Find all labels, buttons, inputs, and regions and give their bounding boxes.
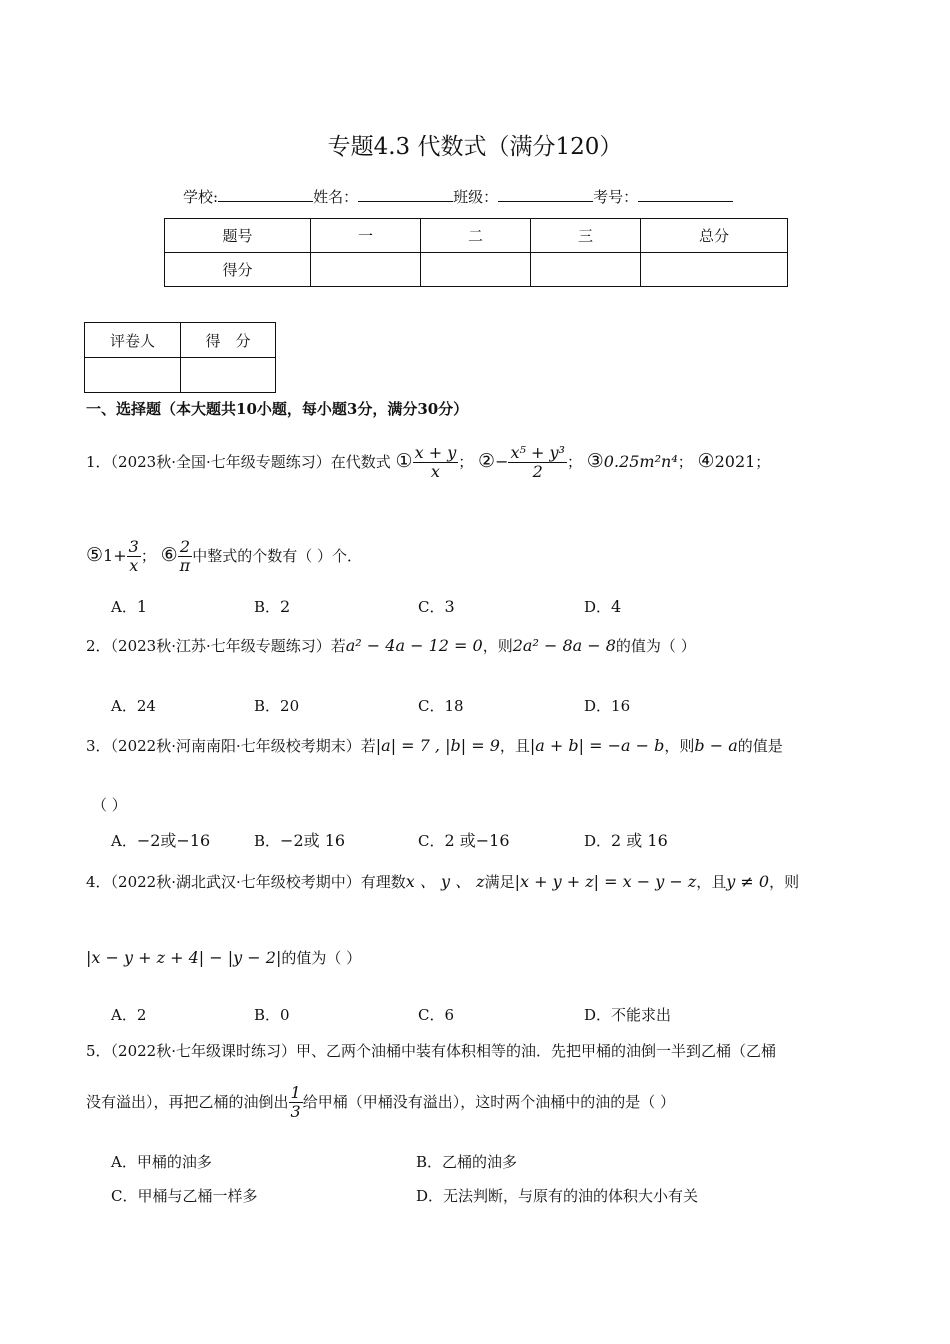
q2-option-d[interactable]: D．16 [584, 697, 631, 715]
q1-option-a[interactable]: A．1 [111, 597, 148, 616]
q3-answer-paren: （ ） [92, 796, 127, 814]
school-blank[interactable] [218, 187, 313, 202]
q2-option-b[interactable]: B．20 [254, 697, 300, 715]
score-header-cell: 二 [421, 219, 531, 253]
q5-stem-line2: 没有溢出），再把乙桶的油倒出 $\frac{1}{3}$ 给甲桶（甲桶没有溢出），这时两个油桶中的油的是（ ） [86, 1083, 675, 1122]
score-header-cell: 总分 [641, 219, 788, 253]
score-cell[interactable] [531, 253, 641, 287]
circled-1-icon: ① [395, 449, 413, 472]
q4-condition: |x + y + z| = x − y − z [514, 872, 697, 891]
q2-option-c[interactable]: C．18 [418, 697, 464, 715]
section-heading: 一、选择题（本大题共10小题，每小题3分，满分30分） [86, 400, 469, 418]
score-cell[interactable] [311, 253, 421, 287]
grader-table [84, 322, 276, 393]
q1-line1: 1．（2023秋·全国·七年级专题练习）在代数式 ① $\frac{x + y}{x}$ ； ②− $\frac{\text{x⁵ + y³}}{2}$ ； ③0.25m²n⁴； ④2021； [86, 443, 771, 482]
q1-item-4: 2021 [714, 451, 756, 471]
q3-expression: b − a [694, 736, 738, 755]
q5-option-d[interactable]: D．无法判断，与原有的油的体积大小有关 [416, 1187, 699, 1205]
grader-score-cell[interactable] [181, 358, 276, 393]
q1-prefix: 1．（2023秋·全国·七年级专题练习）在代数式 [86, 452, 391, 471]
number-label: 考号： [593, 188, 639, 206]
score-header-cell: 一 [311, 219, 421, 253]
score-header-cell: 三 [531, 219, 641, 253]
q4-variables: x 、 y 、 z [405, 872, 485, 891]
q4-condition-2: y ≠ 0 [726, 872, 770, 891]
q4-stem-line1: 4．（2022秋·湖北武汉·七年级校考期中）有理数x 、 y 、 z满足|x + y + z| = x − y − z，且y ≠ 0，则 [86, 872, 800, 891]
name-blank[interactable] [358, 187, 453, 202]
circled-5-icon: ⑤ [86, 543, 104, 566]
q3-stem: 3．（2022秋·河南南阳·七年级校考期末）若|a| = 7 , |b| = 9，且|a + b| = −a − b，则b − a的值是 [86, 736, 783, 755]
score-table [164, 218, 788, 287]
score-cell[interactable] [641, 253, 788, 287]
q1-option-c[interactable]: C．3 [418, 597, 455, 616]
q2-stem: 2．（2023秋·江苏·七年级专题练习）若a² − 4a − 12 = 0，则2a² − 8a − 8的值为（ ） [86, 636, 696, 655]
q1-suffix: 中整式的个数有（ ）个． [192, 546, 362, 565]
q1-option-d[interactable]: D．4 [584, 597, 622, 616]
q2-equation: a² − 4a − 12 = 0 [345, 636, 483, 655]
q4-option-d[interactable]: D．不能求出 [584, 1006, 672, 1024]
q5-option-b[interactable]: B．乙桶的油多 [416, 1153, 518, 1171]
q4-expression: |x − y + z + 4| − |y − 2| [86, 948, 282, 967]
q4-option-a[interactable]: A．2 [111, 1006, 147, 1024]
student-info-line [183, 186, 733, 207]
q3-option-b[interactable]: B．−2或 16 [254, 831, 346, 850]
q3-condition-2: |a + b| = −a − b [529, 736, 665, 755]
score-row-label: 得分 [165, 253, 311, 287]
q5-option-c[interactable]: C．甲桶与乙桶一样多 [111, 1187, 258, 1205]
q1-fraction-1: $\frac{x + y}{x}$ [414, 443, 457, 482]
number-blank[interactable] [638, 187, 733, 202]
q1-option-b[interactable]: B．2 [254, 597, 291, 616]
school-label: 学校: [183, 188, 219, 206]
q4-option-b[interactable]: B．0 [254, 1006, 290, 1024]
q3-condition-1: |a| = 7 , |b| = 9 [375, 736, 500, 755]
q3-option-d[interactable]: D．2 或 16 [584, 831, 668, 850]
q2-expression: 2a² − 8a − 8 [512, 636, 616, 655]
q5-option-a[interactable]: A．甲桶的油多 [111, 1153, 212, 1171]
circled-2-icon: ② [478, 449, 496, 472]
q3-option-a[interactable]: A．−2或−16 [111, 831, 211, 850]
score-cell[interactable] [421, 253, 531, 287]
grader-label: 评卷人 [85, 323, 181, 358]
q1-fraction-5: $\frac{3}{x}$ [128, 537, 139, 576]
name-label: 姓名： [313, 188, 359, 206]
q4-option-c[interactable]: C．6 [418, 1006, 455, 1024]
page-title: 专题4.3 代数式（满分120） [327, 134, 623, 160]
q1-line2: ⑤1+ $\frac{3}{x}$ ； ⑥ $\frac{2}{\pi}$ 中整式的个数有（ ）个． [86, 537, 362, 576]
circled-3-icon: ③ [586, 449, 604, 472]
grader-cell[interactable] [85, 358, 181, 393]
class-blank[interactable] [498, 187, 593, 202]
q1-fraction-2: $\frac{\text{x⁵ + y³}}{2}$ [510, 443, 565, 482]
q4-stem-line2: |x − y + z + 4| − |y − 2|的值为（ ） [86, 948, 362, 967]
q5-fraction: $\frac{1}{3}$ [290, 1083, 301, 1122]
grader-score-label: 得 分 [181, 323, 276, 358]
q1-item-3: 0.25m²n⁴ [603, 451, 678, 471]
circled-6-icon: ⑥ [160, 543, 178, 566]
score-header-cell: 题号 [165, 219, 311, 253]
q1-fraction-6: $\frac{2}{\pi}$ [179, 537, 191, 576]
q3-option-c[interactable]: C．2 或−16 [418, 831, 510, 850]
q2-option-a[interactable]: A．24 [111, 697, 156, 715]
class-label: 班级： [453, 188, 499, 206]
circled-4-icon: ④ [697, 449, 715, 472]
q5-stem-line1: 5．（2022秋·七年级课时练习）甲、乙两个油桶中装有体积相等的油．先把甲桶的油倒一半到乙桶（乙桶 [86, 1042, 776, 1060]
